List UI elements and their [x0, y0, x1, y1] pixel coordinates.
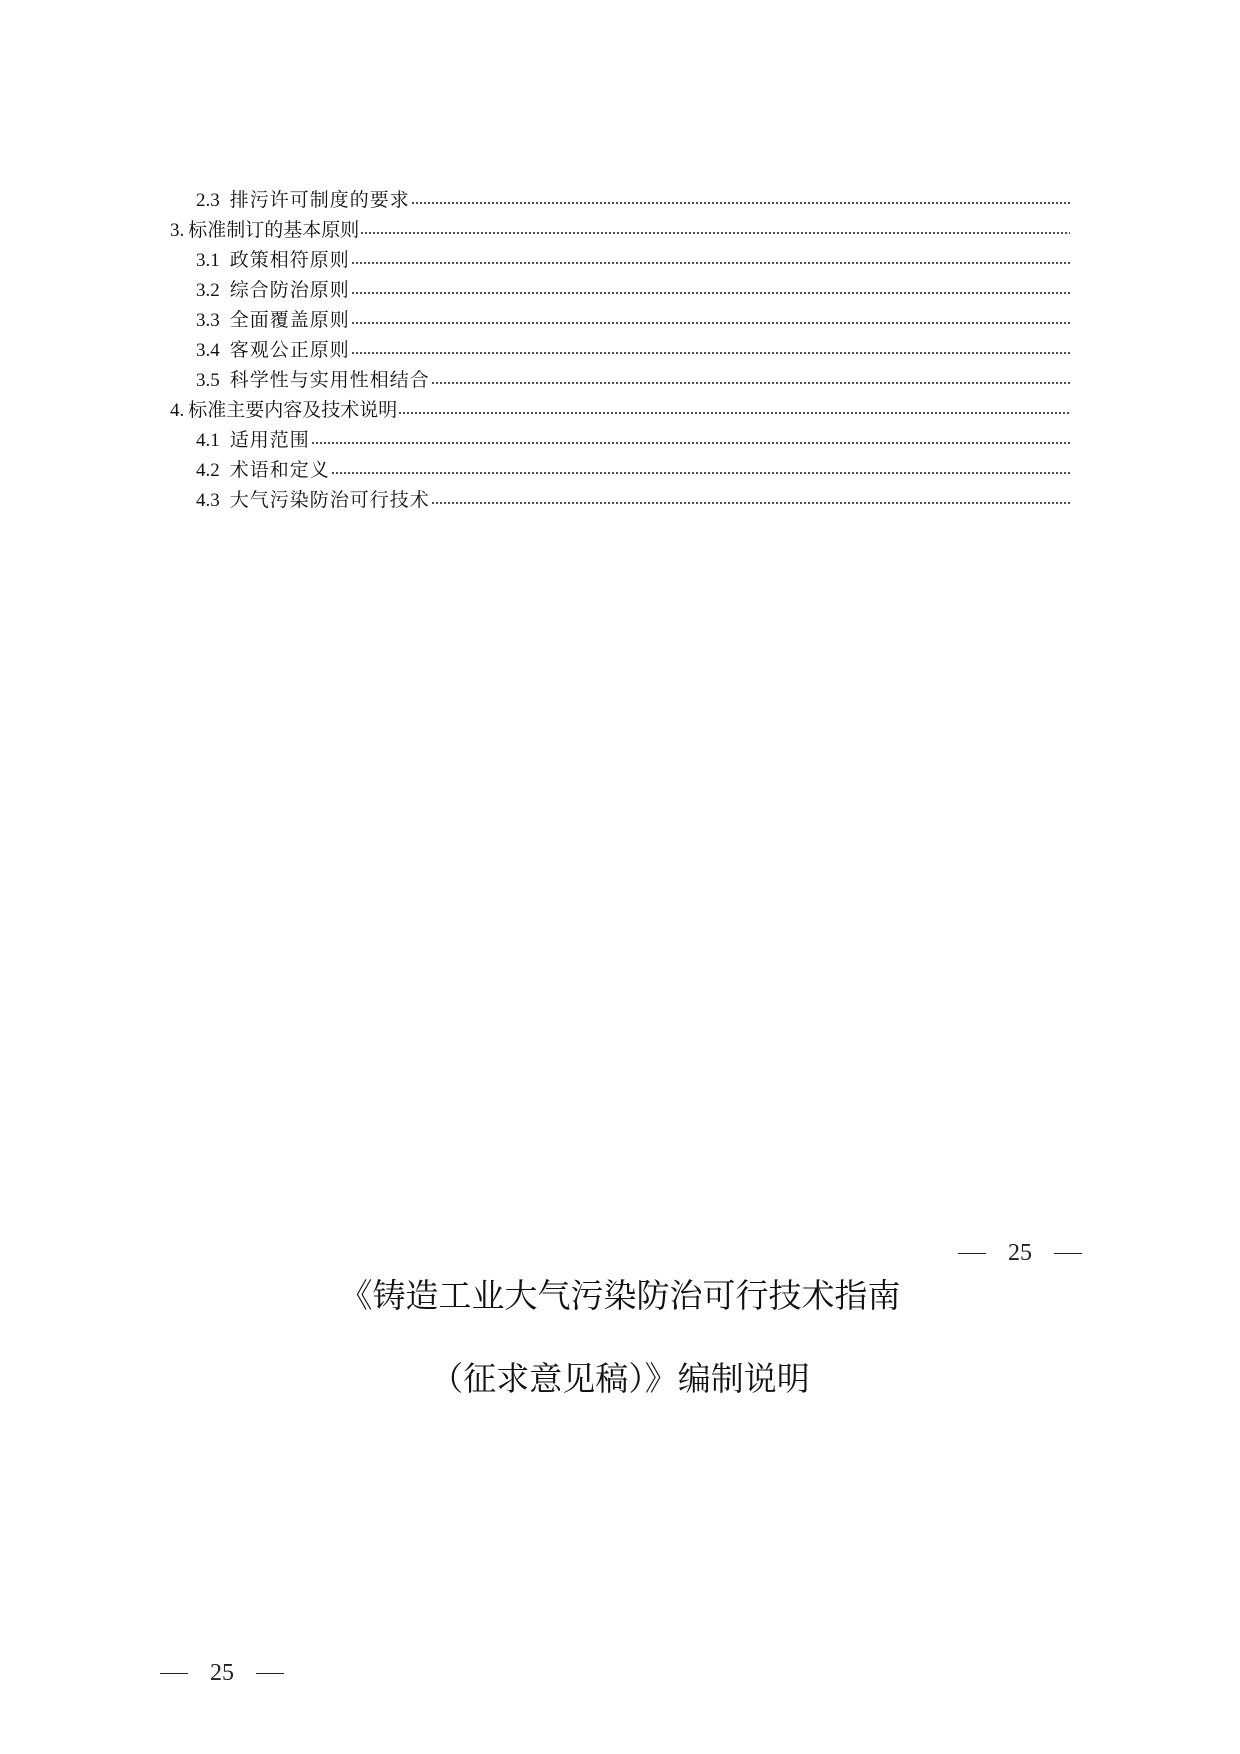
toc-entry-4-3[interactable] [170, 480, 1070, 512]
toc-entry-title: 标准主要内容及技术说明 [188, 399, 398, 421]
toc-entry-number: 3.4 [196, 340, 220, 361]
page-number-dash [256, 1673, 284, 1674]
toc-entry-number: 3.2 [196, 280, 220, 301]
toc-entry-title: 全面覆盖原则 [229, 309, 350, 331]
toc-dot-leader [431, 500, 1070, 506]
page-number-value: 25 [1008, 1240, 1032, 1266]
toc-entry-number: 2.3 [196, 190, 220, 211]
toc-entry-title: 科学性与实用性相结合 [229, 369, 430, 391]
toc-entry-title: 术语和定义 [229, 459, 330, 481]
toc-entry-4-1[interactable] [170, 420, 1070, 452]
toc-entry-3[interactable] [170, 210, 1070, 242]
toc-dot-leader [398, 410, 1070, 416]
toc-dot-leader [331, 470, 1070, 476]
toc-entry-title: 排污许可制度的要求 [229, 189, 410, 211]
toc-entry-number: 3.3 [196, 310, 220, 331]
toc-entry-4[interactable] [170, 390, 1070, 422]
toc-entry-number: 3.5 [196, 370, 220, 391]
document-title-line-2: （征求意见稿）》编制说明 [430, 1359, 810, 1398]
toc-entry-number: 3. [170, 220, 185, 241]
toc-entry-number: 4.1 [196, 430, 220, 451]
toc-entry-number: 3.1 [196, 250, 220, 271]
toc-entry-number: 4.3 [196, 490, 220, 511]
toc-dot-leader [411, 200, 1070, 206]
toc-dot-leader [311, 440, 1070, 446]
toc-dot-leader [360, 230, 1070, 236]
toc-entry-title: 客观公正原则 [229, 339, 350, 361]
page-number-dash [160, 1673, 188, 1674]
toc-entry-4-2[interactable] [170, 450, 1070, 482]
toc-entry-title: 大气污染防治可行技术 [229, 489, 430, 511]
toc-entry-2-3[interactable] [170, 180, 1070, 212]
toc-entry-3-2[interactable] [170, 270, 1070, 302]
page-number-dash [958, 1253, 986, 1254]
document-title-line-1: 《铸造工业大气污染防治可行技术指南 [339, 1276, 901, 1315]
toc-entry-number: 4.2 [196, 460, 220, 481]
toc-entry-title: 综合防治原则 [229, 279, 350, 301]
toc-entry-title: 政策相符原则 [229, 249, 350, 271]
toc-entry-3-5[interactable] [170, 360, 1070, 392]
toc-entry-3-1[interactable] [170, 240, 1070, 272]
toc-entry-title: 标准制订的基本原则 [188, 219, 360, 241]
toc-entry-3-3[interactable] [170, 300, 1070, 332]
toc-dot-leader [351, 320, 1070, 326]
page-number-bottom [160, 1660, 284, 1687]
page-number-value: 25 [210, 1660, 234, 1686]
page-number-top [958, 1240, 1082, 1267]
toc-dot-leader [431, 380, 1070, 386]
toc-dot-leader [351, 350, 1070, 356]
toc-entry-title: 适用范围 [229, 429, 310, 451]
toc-dot-leader [351, 260, 1070, 266]
toc-entry-number: 4. [170, 400, 185, 421]
toc-entry-3-4[interactable] [170, 330, 1070, 362]
toc-dot-leader [351, 290, 1070, 296]
page-number-dash [1054, 1253, 1082, 1254]
